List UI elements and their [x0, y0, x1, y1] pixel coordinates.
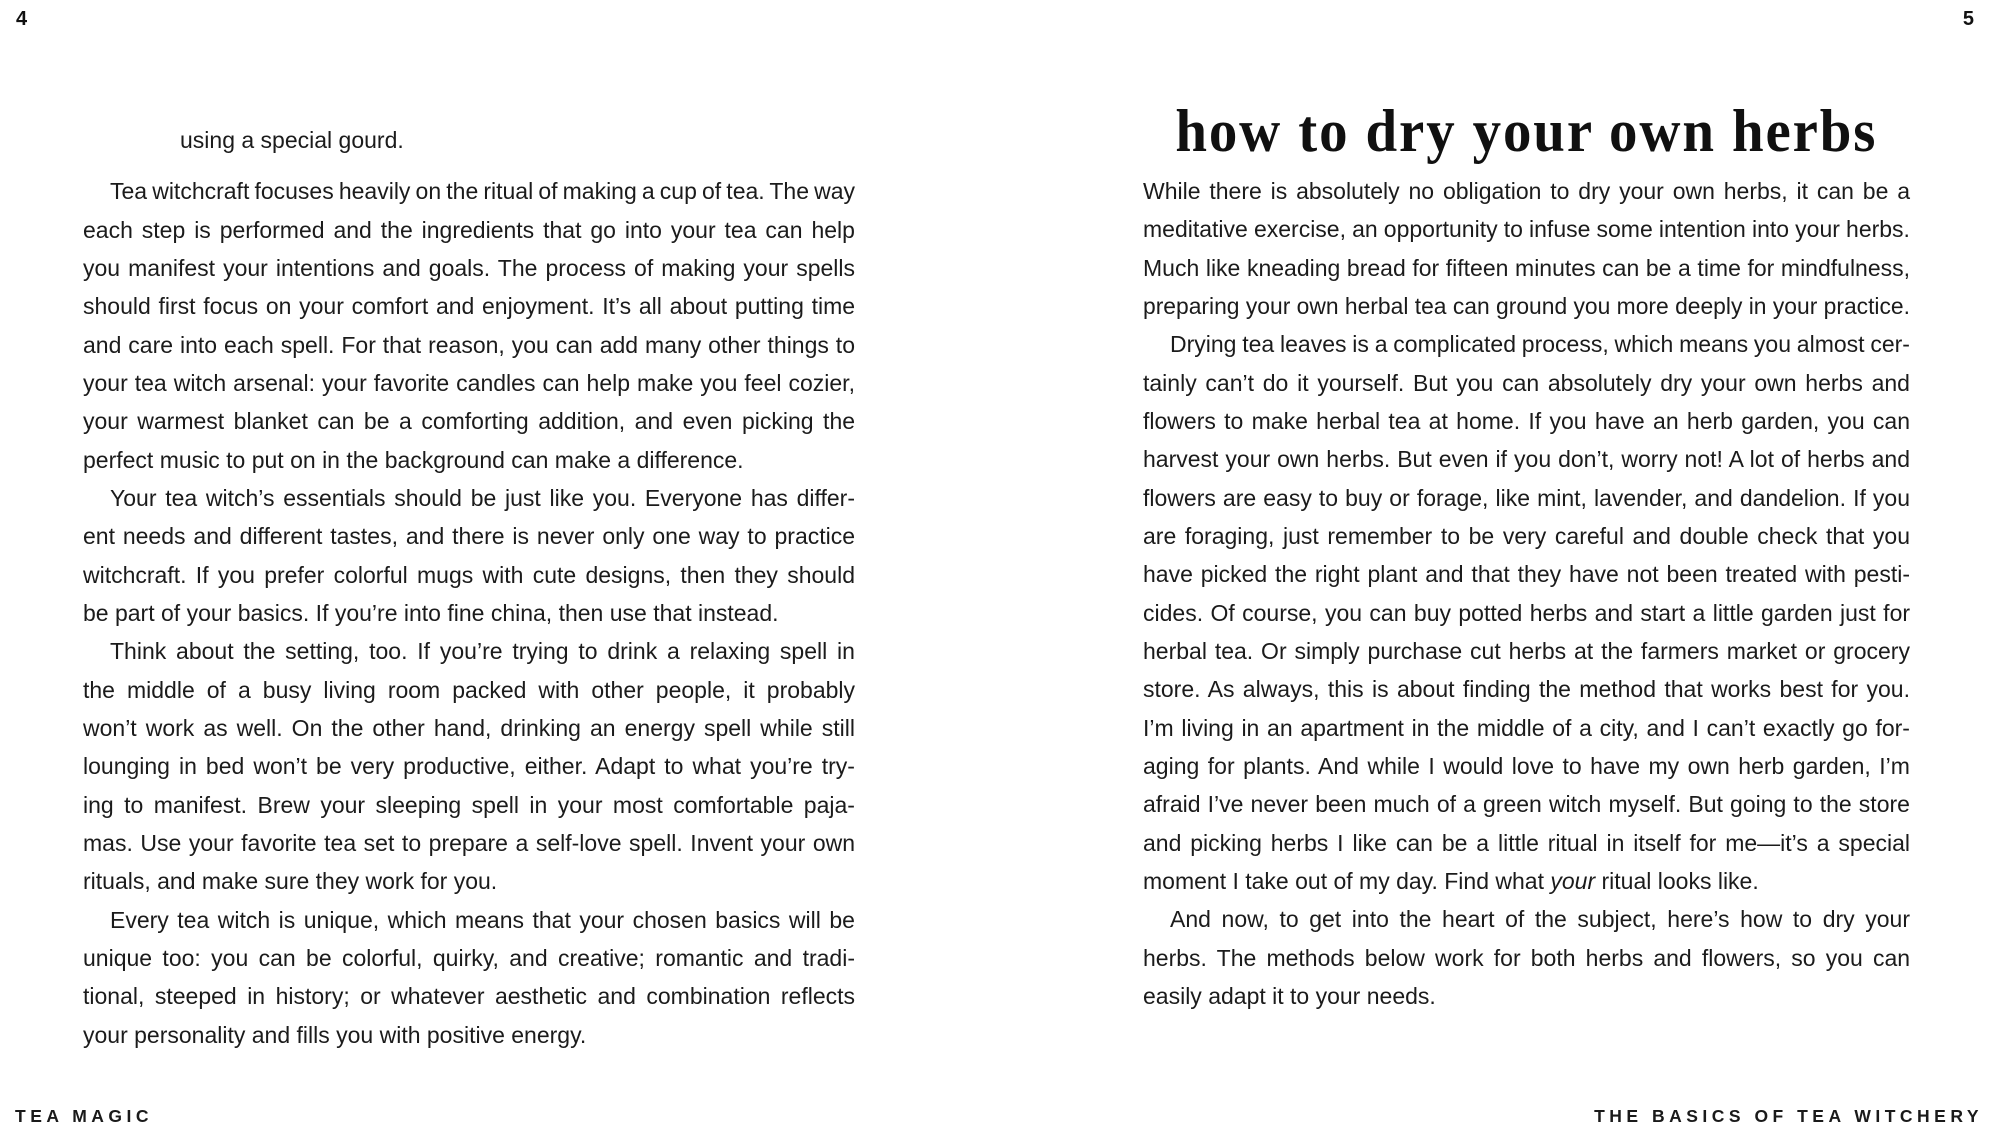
right-page-text	[1143, 172, 1910, 1015]
left-page-text	[83, 172, 855, 1054]
text-line: mas. Use your favorite tea set to prepare a self-love spell. Invent your own	[83, 829, 856, 856]
page-number-left: 4	[16, 8, 28, 30]
text-line: have picked the right plant and that they have not been treated with pesti-	[1143, 561, 1910, 588]
text-line: flowers to make herbal tea at home. If you have an herb garden, you can	[1143, 407, 1911, 434]
text-line: your warmest blanket can be a comforting addition, and even picking the	[83, 408, 856, 435]
text-line: Tea witchcraft focuses heavily on the ritual of making a cup of tea. The way	[110, 178, 856, 205]
paragraph	[83, 632, 855, 900]
text-line: Every tea witch is unique, which means that your chosen basics will be	[110, 906, 855, 933]
text-line: be part of your basics. If you’re into fine china, then use that instead.	[83, 599, 779, 626]
text-line: tainly can’t do it yourself. But you can absolutely dry your own herbs and	[1143, 369, 1910, 396]
paragraph	[83, 901, 855, 1054]
text-line: are foraging, just remember to be very careful and double check that you	[1143, 522, 1911, 549]
running-footer-chapter-title: THE BASICS OF TEA WITCHERY	[1594, 1106, 1983, 1126]
text-line: aging for plants. And while I would love to have my own herb garden, I’m	[1143, 752, 1910, 779]
text-line: rituals, and make sure they work for you.	[83, 868, 498, 895]
text-line: preparing your own herbal tea can ground you more deeply in your practice.	[1143, 292, 1910, 319]
text-line: ing to manifest. Brew your sleeping spell in your most comfortable paja-	[83, 791, 855, 818]
text-line: and care into each spell. For that reason, you can add many other things to	[83, 331, 855, 358]
left-page	[83, 121, 855, 1054]
text-line: should first focus on your comfort and enjoyment. It’s all about putting time	[83, 293, 856, 320]
chapter-heading	[1143, 100, 1910, 162]
paragraph	[83, 172, 855, 479]
text-line: the middle of a busy living room packed with other people, it probably	[83, 676, 856, 703]
text-line: moment I take out of my day. Find what your ritual looks like.	[1143, 867, 1759, 894]
text-line: Think about the setting, too. If you’re trying to drink a relaxing spell in	[110, 638, 855, 665]
running-footer-book-title: TEA MAGIC	[15, 1106, 154, 1126]
text-line: meditative exercise, an opportunity to infuse some intention into your herbs.	[1143, 216, 1910, 243]
chapter-heading-text: how to dry your own herbs	[1175, 98, 1878, 164]
text-line: your tea witch arsenal: your favorite candles can help make you feel cozier,	[83, 369, 855, 396]
text-line: lounging in bed won’t be very productive, either. Adapt to what you’re try-	[83, 753, 855, 780]
kicker-line: using a special gourd.	[180, 127, 404, 153]
text-line: I’m living in an apartment in the middle of a city, and I can’t exactly go for-	[1143, 714, 1910, 741]
text-line: harvest your own herbs. But even if you don’t, worry not! A lot of herbs and	[1143, 446, 1910, 473]
text-line: and picking herbs I like can be a little ritual in itself for me—it’s a special	[1143, 829, 1911, 856]
text-line: tional, steeped in history; or whatever aesthetic and combination reflects	[83, 983, 856, 1010]
text-line: you manifest your intentions and goals. The process of making your spells	[83, 254, 856, 281]
paragraph	[1143, 325, 1910, 900]
text-line: afraid I’ve never been much of a green witch myself. But going to the store	[1143, 791, 1910, 818]
text-line: And now, to get into the heart of the subject, here’s how to dry your	[1170, 906, 1910, 933]
paragraph	[1143, 172, 1910, 325]
text-line: cides. Of course, you can buy potted herbs and start a little garden just for	[1143, 599, 1911, 626]
text-line: flowers are easy to buy or forage, like mint, lavender, and dandelion. If you	[1143, 484, 1910, 511]
text-line: easily adapt it to your needs.	[1143, 982, 1436, 1009]
text-line: Drying tea leaves is a complicated process, which means you almost cer-	[1170, 331, 1910, 358]
page-number-right: 5	[1962, 8, 1974, 30]
paragraph	[83, 479, 855, 632]
text-line: won’t work as well. On the other hand, drinking an energy spell while still	[83, 714, 855, 741]
text-line: While there is absolutely no obligation to dry your own herbs, it can be a	[1143, 178, 1911, 204]
text-line: Your tea witch’s essentials should be just like you. Everyone has differ-	[110, 484, 855, 511]
text-line: your personality and fills you with positive energy.	[83, 1021, 587, 1048]
text-line: perfect music to put on in the background can make a difference.	[83, 446, 744, 473]
text-line: ent needs and different tastes, and there is never only one way to practice	[83, 523, 856, 550]
text-line: witchcraft. If you prefer colorful mugs with cute designs, then they should	[83, 561, 855, 588]
text-line: herbs. The methods below work for both herbs and flowers, so you can	[1143, 944, 1911, 971]
text-line: unique too: you can be colorful, quirky, and creative; romantic and tradi-	[83, 944, 855, 971]
right-page	[1143, 172, 1910, 1015]
text-line: Much like kneading bread for fifteen minutes can be a time for mindfulness,	[1143, 254, 1911, 281]
paragraph	[1143, 900, 1910, 1015]
text-line: each step is performed and the ingredients that go into your tea can help	[83, 216, 855, 243]
text-line: herbal tea. Or simply purchase cut herbs at the farmers market or grocery	[1143, 637, 1910, 664]
text-line: store. As always, this is about finding the method that works best for you.	[1143, 676, 1910, 703]
